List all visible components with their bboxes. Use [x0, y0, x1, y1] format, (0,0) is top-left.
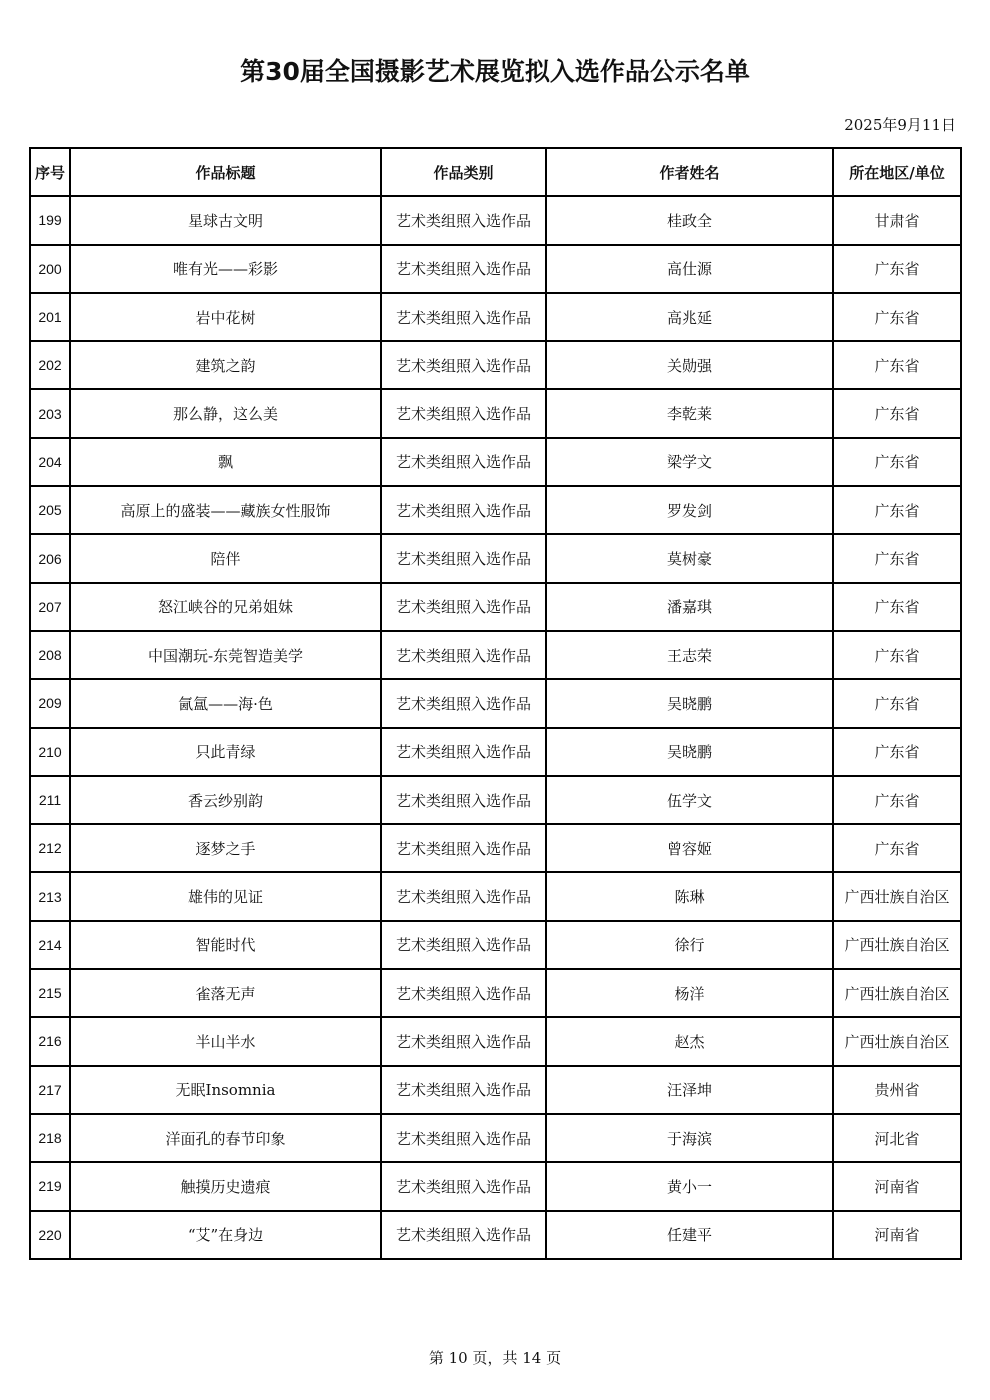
table-row [30, 1066, 961, 1114]
cell-author: 李乾莱 [546, 389, 833, 437]
header-region: 所在地区/单位 [833, 148, 961, 196]
cell-region: 甘肃省 [833, 196, 961, 244]
cell-author: 高兆延 [546, 293, 833, 341]
cell-region: 广东省 [833, 728, 961, 776]
cell-author: 梁学文 [546, 438, 833, 486]
cell-region: 广东省 [833, 679, 961, 727]
cell-index: 216 [30, 1017, 70, 1065]
table-row [30, 341, 961, 389]
cell-region: 广东省 [833, 776, 961, 824]
cell-title: “艾”在身边 [70, 1211, 381, 1259]
cell-region: 河南省 [833, 1162, 961, 1210]
cell-author: 高仕源 [546, 245, 833, 293]
cell-region: 河南省 [833, 1211, 961, 1259]
cell-category: 艺术类组照入选作品 [381, 969, 546, 1017]
table-row [30, 824, 961, 872]
table-row [30, 872, 961, 920]
cell-category: 艺术类组照入选作品 [381, 824, 546, 872]
cell-category: 艺术类组照入选作品 [381, 245, 546, 293]
table-row [30, 921, 961, 969]
cell-title: 星球古文明 [70, 196, 381, 244]
table-row [30, 631, 961, 679]
cell-category: 艺术类组照入选作品 [381, 196, 546, 244]
cell-index: 201 [30, 293, 70, 341]
cell-index: 208 [30, 631, 70, 679]
cell-category: 艺术类组照入选作品 [381, 872, 546, 920]
entries-table [29, 147, 962, 1260]
cell-region: 广西壮族自治区 [833, 921, 961, 969]
cell-title: 雄伟的见证 [70, 872, 381, 920]
table-row [30, 438, 961, 486]
cell-region: 广东省 [833, 293, 961, 341]
cell-author: 陈琳 [546, 872, 833, 920]
cell-index: 213 [30, 872, 70, 920]
table-row [30, 245, 961, 293]
table-row [30, 728, 961, 776]
table-row [30, 969, 961, 1017]
cell-author: 吴晓鹏 [546, 728, 833, 776]
cell-category: 艺术类组照入选作品 [381, 776, 546, 824]
cell-category: 艺术类组照入选作品 [381, 293, 546, 341]
cell-index: 217 [30, 1066, 70, 1114]
cell-index: 202 [30, 341, 70, 389]
table-row [30, 486, 961, 534]
cell-category: 艺术类组照入选作品 [381, 1114, 546, 1162]
cell-index: 219 [30, 1162, 70, 1210]
cell-title: 无眠Insomnia [70, 1066, 381, 1114]
cell-title: 半山半水 [70, 1017, 381, 1065]
cell-author: 伍学文 [546, 776, 833, 824]
cell-author: 黄小一 [546, 1162, 833, 1210]
cell-author: 吴晓鹏 [546, 679, 833, 727]
header-category: 作品类别 [381, 148, 546, 196]
cell-index: 200 [30, 245, 70, 293]
cell-category: 艺术类组照入选作品 [381, 438, 546, 486]
cell-author: 赵杰 [546, 1017, 833, 1065]
cell-title: 触摸历史遗痕 [70, 1162, 381, 1210]
cell-category: 艺术类组照入选作品 [381, 341, 546, 389]
cell-region: 贵州省 [833, 1066, 961, 1114]
cell-category: 艺术类组照入选作品 [381, 1017, 546, 1065]
cell-region: 广东省 [833, 341, 961, 389]
cell-title: 香云纱别韵 [70, 776, 381, 824]
cell-author: 汪泽坤 [546, 1066, 833, 1114]
cell-index: 209 [30, 679, 70, 727]
cell-index: 199 [30, 196, 70, 244]
cell-category: 艺术类组照入选作品 [381, 1162, 546, 1210]
cell-title: 只此青绿 [70, 728, 381, 776]
table-row [30, 1211, 961, 1259]
cell-author: 桂政全 [546, 196, 833, 244]
cell-title: 建筑之韵 [70, 341, 381, 389]
cell-title: 岩中花树 [70, 293, 381, 341]
page-number: 第 10 页，共 14 页 [428, 1349, 562, 1367]
cell-index: 207 [30, 583, 70, 631]
cell-index: 212 [30, 824, 70, 872]
table-row [30, 1162, 961, 1210]
cell-author: 莫树豪 [546, 534, 833, 582]
cell-title: 洋面孔的春节印象 [70, 1114, 381, 1162]
cell-category: 艺术类组照入选作品 [381, 583, 546, 631]
cell-region: 广西壮族自治区 [833, 872, 961, 920]
cell-region: 河北省 [833, 1114, 961, 1162]
cell-region: 广东省 [833, 438, 961, 486]
cell-author: 关勋强 [546, 341, 833, 389]
cell-category: 艺术类组照入选作品 [381, 728, 546, 776]
table-row [30, 1017, 961, 1065]
cell-author: 任建平 [546, 1211, 833, 1259]
publish-date: 2025年9月11日 [844, 116, 956, 134]
cell-category: 艺术类组照入选作品 [381, 534, 546, 582]
cell-index: 205 [30, 486, 70, 534]
cell-index: 218 [30, 1114, 70, 1162]
cell-title: 中国潮玩-东莞智造美学 [70, 631, 381, 679]
table-header-row [30, 148, 961, 196]
table-row [30, 293, 961, 341]
cell-index: 204 [30, 438, 70, 486]
cell-region: 广东省 [833, 245, 961, 293]
page-title: 第30届全国摄影艺术展览拟入选作品公示名单 [240, 57, 750, 86]
cell-title: 陪伴 [70, 534, 381, 582]
cell-index: 220 [30, 1211, 70, 1259]
cell-category: 艺术类组照入选作品 [381, 389, 546, 437]
cell-title: 雀落无声 [70, 969, 381, 1017]
cell-index: 215 [30, 969, 70, 1017]
cell-category: 艺术类组照入选作品 [381, 679, 546, 727]
table-row [30, 776, 961, 824]
cell-category: 艺术类组照入选作品 [381, 1211, 546, 1259]
cell-author: 王志荣 [546, 631, 833, 679]
cell-title: 逐梦之手 [70, 824, 381, 872]
table-row [30, 679, 961, 727]
cell-author: 罗发剑 [546, 486, 833, 534]
cell-title: 智能时代 [70, 921, 381, 969]
cell-region: 广东省 [833, 583, 961, 631]
table-row [30, 196, 961, 244]
table-row [30, 534, 961, 582]
cell-region: 广东省 [833, 824, 961, 872]
cell-author: 徐行 [546, 921, 833, 969]
cell-title: 怒江峡谷的兄弟姐妹 [70, 583, 381, 631]
cell-region: 广西壮族自治区 [833, 969, 961, 1017]
cell-title: 那么静，这么美 [70, 389, 381, 437]
cell-title: 高原上的盛装——藏族女性服饰 [70, 486, 381, 534]
cell-region: 广西壮族自治区 [833, 1017, 961, 1065]
cell-category: 艺术类组照入选作品 [381, 1066, 546, 1114]
cell-region: 广东省 [833, 534, 961, 582]
cell-index: 203 [30, 389, 70, 437]
cell-index: 211 [30, 776, 70, 824]
header-title: 作品标题 [70, 148, 381, 196]
header-author: 作者姓名 [546, 148, 833, 196]
cell-title: 飘 [70, 438, 381, 486]
cell-category: 艺术类组照入选作品 [381, 486, 546, 534]
cell-author: 杨洋 [546, 969, 833, 1017]
cell-category: 艺术类组照入选作品 [381, 631, 546, 679]
table-row [30, 1114, 961, 1162]
table-row [30, 389, 961, 437]
cell-author: 于海滨 [546, 1114, 833, 1162]
cell-title: 唯有光——彩影 [70, 245, 381, 293]
cell-index: 206 [30, 534, 70, 582]
cell-region: 广东省 [833, 486, 961, 534]
cell-index: 214 [30, 921, 70, 969]
cell-author: 曾容姬 [546, 824, 833, 872]
cell-title: 氤氲——海·色 [70, 679, 381, 727]
table-row [30, 583, 961, 631]
cell-index: 210 [30, 728, 70, 776]
header-index: 序号 [30, 148, 70, 196]
cell-category: 艺术类组照入选作品 [381, 921, 546, 969]
cell-region: 广东省 [833, 631, 961, 679]
cell-author: 潘嘉琪 [546, 583, 833, 631]
cell-region: 广东省 [833, 389, 961, 437]
